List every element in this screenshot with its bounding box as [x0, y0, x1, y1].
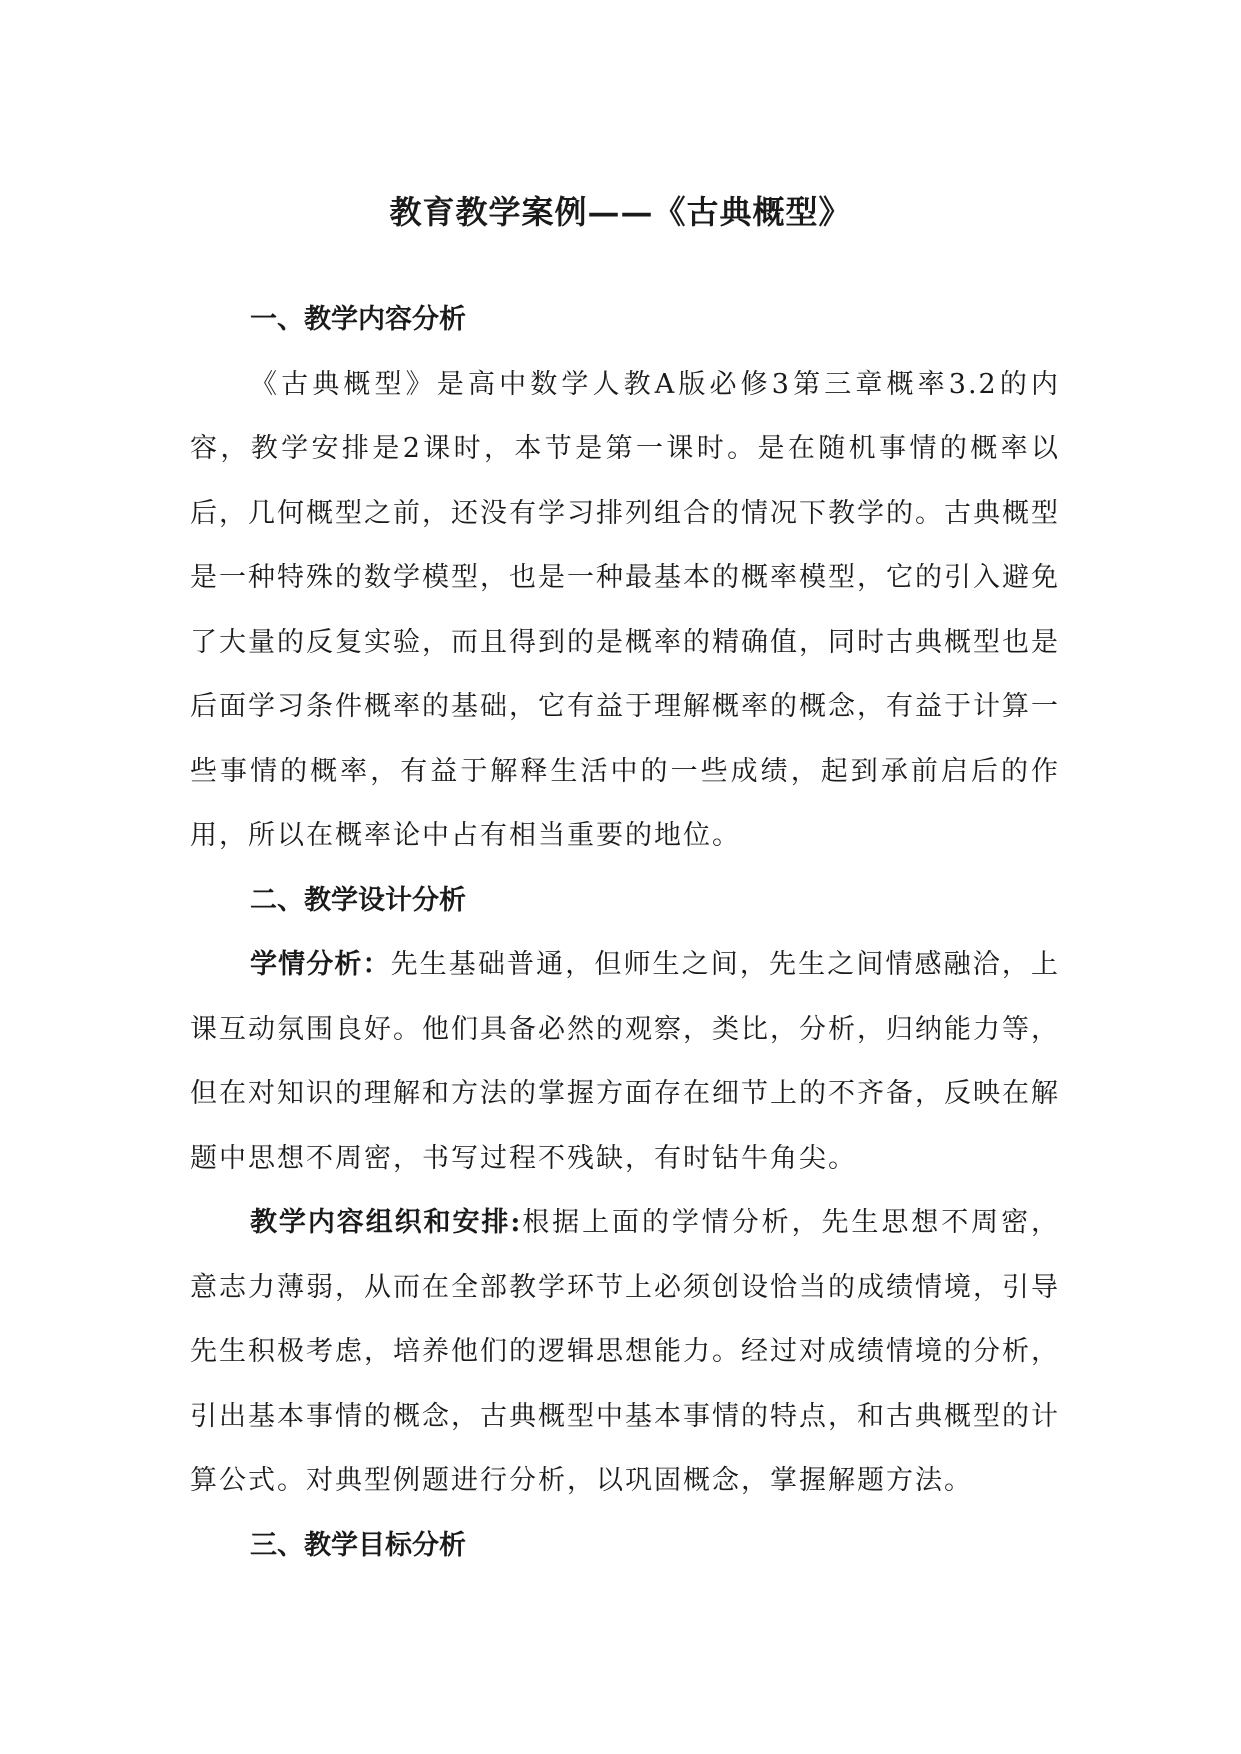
document-title: 教育教学案例——《古典概型》 — [389, 193, 852, 231]
document-body — [190, 288, 1060, 1578]
section-heading-content-analysis: 一、教学内容分析 — [250, 304, 466, 335]
paragraph-organization — [190, 1191, 1060, 1514]
paragraph-lead-organization: 教学内容组织和安排: — [250, 1207, 522, 1238]
paragraph-text-organization: 根据上面的学情分析，先生思想不周密，意志力薄弱，从而在全部教学环节上必须创设恰当的成绩情境，引导先生积极考虑，培养他们的逻辑思想能力。经过对成绩情境的分析，引出基本事情的概念，古典概型中基本事情的特点，和古典概型的计算公式。对典型例题进行分析，以巩固概念，掌握解题方法。 — [190, 1207, 1060, 1496]
paragraph-student-analysis — [190, 933, 1060, 1191]
paragraph-text-student-analysis: 先生基础普通，但师生之间，先生之间情感融洽，上课互动氛围良好。他们具备必然的观察，类比，分析，归纳能力等，但在对知识的理解和方法的掌握方面存在细节上的不齐备，反映在解题中思想不周密，书写过程不残缺，有时钻牛角尖。 — [190, 949, 1061, 1174]
paragraph-content-analysis: 《古典概型》是高中数学人教A版必修3第三章概率3.2的内容，教学安排是2课时，本节是第一课时。是在随机事情的概率以后，几何概型之前，还没有学习排列组合的情况下教学的。古典概型是一种特殊的数学模型，也是一种最基本的概率模型，它的引入避免了大量的反复实验，而且得到的是概率的精确值，同时古典概型也是后面学习条件概率的基础，它有益于理解概率的概念，有益于计算一些事情的概率，有益于解释生活中的一些成绩，起到承前启后的作用，所以在概率论中占有相当重要的地位。 — [190, 368, 1060, 851]
paragraph-lead-student-analysis: 学情分析： — [250, 949, 391, 980]
section-heading-objectives: 三、教学目标分析 — [250, 1529, 466, 1561]
section-heading-design-analysis: 二、教学设计分析 — [250, 884, 466, 916]
